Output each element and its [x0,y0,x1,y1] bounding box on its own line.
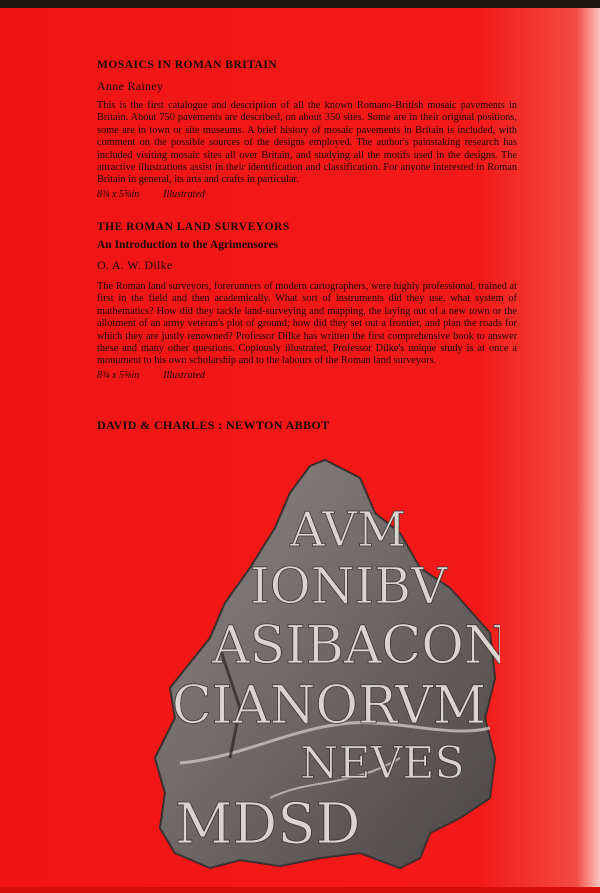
book-illustrated: Illustrated [163,369,205,381]
book-meta [97,189,517,200]
book-entry-land-surveyors [97,221,517,381]
book-description: The Roman land surveyors, forerunners of modern cartographers, were highly professional, trained at first in the field and then academically. What sort of instruments did they use, what system of mathematics? How did they tackle land-surveying and mapping, the laying out of a new town or the allotment of an army veteran's plot of ground; how did they set out a frontier, and plan the roads for which they are justly renowned? Professor Dilke has written the first comprehensive book to answer these and many other questions. Copiously illustrated, Professor Dilke's unique study is at once a monument to his own scholarship and to the labours of the Roman land surveyors. [97,281,517,367]
book-subtitle: An Introduction to the Agrimensores [97,239,279,251]
bottom-edge [0,887,600,893]
top-edge [0,0,600,8]
book-author: Anne Rainey [97,79,164,93]
inscription-line: IONIBV [250,557,448,615]
inscription-line: MDSD [175,792,361,857]
roman-inscription-photo [150,458,500,878]
inscription-line: NEVES [300,738,465,789]
inscribed-stone-image [150,458,500,878]
book-entry-mosaics [97,59,517,200]
book-title: THE ROMAN LAND SURVEYORS [97,221,290,233]
book-back-cover [0,8,600,893]
book-illustrated: Illustrated [163,188,205,200]
book-description: This is the first catalogue and description of all the known Romano-British mosaic pavements in Britain. About 750 pavements are described, on about 350 sites. Some are in their original positions, some are in town or site museums. A brief history of mosaic pavements in Britain is included, with comment on the possible sources of the designs employed. The author's painstaking research has included visiting mosaic sites all over Britain, and studying all the motifs used in the designs. The attractive illustrations assist in their identification and classification. For anyone interested in Roman Britain in general, its arts and crafts in particular. [97,100,517,186]
publisher-imprint: DAVID & CHARLES : NEWTON ABBOT [97,418,330,432]
book-author: O. A. W. Dilke [97,258,173,272]
inscription-line: ASIBACON [212,616,500,676]
book-size: 8¾ x 5⅝in [97,188,140,200]
book-title: MOSAICS IN ROMAN BRITAIN [97,59,278,71]
book-meta [97,370,517,381]
inscription-line: CIANORVM [172,676,487,736]
book-size: 8¾ x 5⅝in [97,369,140,381]
inscription-line: AVM [290,502,407,558]
